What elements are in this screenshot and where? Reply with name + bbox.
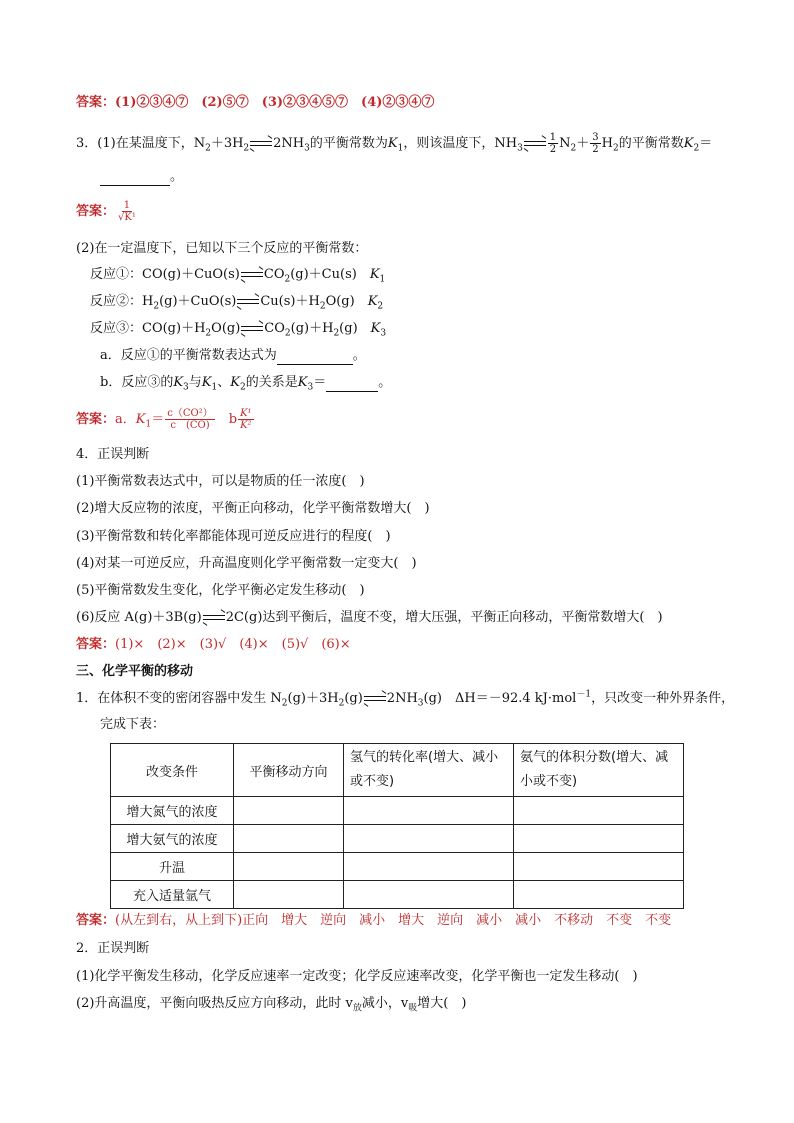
table-cell xyxy=(234,853,344,881)
text: CO xyxy=(264,321,285,336)
text: 。 xyxy=(378,375,392,390)
equilibrium-arrow-icon xyxy=(364,695,386,703)
q4-item-1: (1)平衡常数表达式中，可以是物质的任一浓度( ) xyxy=(76,474,365,489)
text: －1 xyxy=(576,689,592,700)
q4-item-2: (2)增大反应物的浓度，平衡正向移动，化学平衡常数增大( ) xyxy=(76,501,430,516)
s3-question-1-line2: 完成下表： xyxy=(100,717,166,732)
text: 2NH xyxy=(273,136,305,151)
text: (g) xyxy=(339,321,371,336)
text: ，只改变一种外界条件， xyxy=(591,691,735,706)
text: (g)＋CuO(s) xyxy=(159,294,237,309)
text: 吸 xyxy=(408,1003,418,1014)
table-header-cell: 改变条件 xyxy=(111,744,234,797)
answer-fraction-b: $\frac{\text{K¹}}{\text{K²}}$ xyxy=(240,408,252,431)
table-answer xyxy=(76,912,671,930)
q3-blank-line xyxy=(100,168,183,186)
text: 2C(g)达到平衡后，温度不变，增大压强，平衡正向移动，平衡常数增大( ) xyxy=(225,610,663,625)
table-cell xyxy=(514,825,684,853)
text: ＝ xyxy=(313,375,327,390)
text: 、 xyxy=(217,375,231,390)
k-symbol: K xyxy=(387,136,398,151)
table-row xyxy=(111,853,684,881)
equilibrium-arrow-icon xyxy=(237,298,259,306)
answer-prefix: 答案： xyxy=(76,95,116,110)
equilibrium-arrow-icon xyxy=(524,140,546,148)
reaction-3: 反应③：$CO(g)+H_2O(g)$ $CO_2(g)+H_2(g)$ $K_3$ xyxy=(90,321,387,339)
text: O(g) xyxy=(211,321,241,336)
text: ，则该温度下，NH xyxy=(403,136,518,151)
q3-label: 3． xyxy=(76,136,98,151)
answer-blank xyxy=(326,378,378,392)
answer-prefix: 答案： xyxy=(76,637,116,652)
q4-item-5: (5)平衡常数发生变化，化学平衡必定发生移动( ) xyxy=(76,583,365,598)
text: 。 xyxy=(352,348,366,363)
q3-part2: (2)在一定温度下，已知以下三个反应的平衡常数： xyxy=(76,241,368,256)
table-cell xyxy=(344,825,514,853)
answer-text: (1)× (2)× (3)√ (4)× (5)√ (6)× xyxy=(115,637,351,652)
fraction-half: $\frac{1}{2}$ xyxy=(549,132,557,155)
table-cell: 增大氨气的浓度 xyxy=(111,825,234,853)
table-cell xyxy=(344,853,514,881)
text: 反应①：CO(g)＋CuO(s) xyxy=(90,267,240,282)
table-cell: 充入适量氩气 xyxy=(111,881,234,909)
text: CO xyxy=(263,267,285,282)
answer-fraction: $\frac{1}{\text{√K¹}}$ xyxy=(118,200,136,223)
text: (g) xyxy=(344,691,363,706)
answer-blank xyxy=(100,172,170,186)
text: ＝ xyxy=(699,136,713,151)
q3-answer-2: 答案：a．$K_1=$ $\frac{\text{c（CO²）}}{c (CO)}$ b $\frac{\text{K¹}}{\text{K²}}$ xyxy=(76,408,252,431)
table-cell xyxy=(234,825,344,853)
text: O(g) xyxy=(325,294,368,309)
table-header-cell: 氢气的转化率(增大、减小或不变) xyxy=(344,744,514,797)
equilibrium-arrow-icon xyxy=(250,140,272,148)
sub-question-a xyxy=(100,347,366,365)
sub-question-b: b．反应③的$K_3$与$K_1$、$K_2$的关系是$K_3=$ 。 xyxy=(100,375,392,393)
text: N xyxy=(559,136,571,151)
text: (g)＋Cu(s) xyxy=(290,267,370,282)
table-cell xyxy=(514,881,684,909)
text: (2)升高温度，平衡向吸热反应方向移动，此时 v xyxy=(76,996,353,1011)
text: 增大( ) xyxy=(417,996,467,1011)
answer-prefix: 答案： xyxy=(76,913,116,928)
text: 反应②：H xyxy=(90,294,154,309)
text: 1．在体积不变的密闭容器中发生 N xyxy=(76,691,282,706)
text: (g)＋H xyxy=(290,321,334,336)
table-cell xyxy=(514,797,684,825)
equilibrium-arrow-icon xyxy=(241,271,263,279)
answer-blank xyxy=(277,351,353,365)
answer-prefix: 答案： xyxy=(76,412,116,427)
answer-prefix: 答案： xyxy=(76,204,116,219)
text: a．反应①的平衡常数表达式为 xyxy=(100,348,277,363)
text: ＋ xyxy=(576,136,590,151)
answer-fraction-a: $\frac{\text{c（CO²）}}{c (CO)}$ xyxy=(167,408,213,431)
text: 。 xyxy=(170,169,184,184)
text: b．反应③的 xyxy=(100,375,174,390)
q4-title: 4．正误判断 xyxy=(76,447,150,462)
text: 的平衡常数 xyxy=(618,136,684,151)
q3-part1: 3．(1)在某温度下，$N_2+3H_2$ $2NH_3$的平衡常数为$K_1$，则该温度下，$NH_3$ $\frac{1}{2}$ $N_2+$ $\frac{3}{2}$ $H_2$的平衡常数$K_2=$ xyxy=(76,132,713,155)
table-cell: 升温 xyxy=(111,853,234,881)
reaction-1: 反应①：CO(g)＋CuO(s) $CO_2(g)+Cu(s)$ $K_1$ xyxy=(90,267,386,285)
table-row xyxy=(111,825,684,853)
q4-item-4: (4)对某一可逆反应，升高温度则化学平衡常数一定变大( ) xyxy=(76,556,417,571)
answer-line-1 xyxy=(76,94,434,112)
table-row xyxy=(111,881,684,909)
table-row xyxy=(111,797,684,825)
answer-text: (从左到右，从上到下)正向 增大 逆向 减小 增大 逆向 减小 减小 不移动 不变 不变 xyxy=(115,913,672,928)
equilibrium-arrow-icon xyxy=(203,614,225,622)
k-symbol: K xyxy=(370,321,381,336)
text: Cu(s)＋H xyxy=(260,294,320,309)
text: H xyxy=(601,136,614,151)
q3-answer-1 xyxy=(76,200,139,223)
text: 反应③：CO(g)＋H xyxy=(90,321,206,336)
text: 的平衡常数为 xyxy=(309,136,388,151)
table-cell xyxy=(514,853,684,881)
fraction-three-halves: $\frac{3}{2}$ xyxy=(592,132,599,155)
k-symbol: K xyxy=(683,136,694,151)
text: ＋3H xyxy=(210,136,244,151)
q4-item-6 xyxy=(76,609,663,627)
table-header-cell: 平衡移动方向 xyxy=(234,744,344,797)
table-cell xyxy=(234,881,344,909)
text: 的关系是 xyxy=(245,375,298,390)
q4-answer xyxy=(76,636,351,654)
q4-item-3: (3)平衡常数和转化率都能体现可逆反应进行的程度( ) xyxy=(76,529,391,544)
text: a． xyxy=(115,412,136,427)
text: 与 xyxy=(188,375,202,390)
s3-question-2-item-2 xyxy=(76,995,466,1013)
text: b xyxy=(228,412,238,427)
table-header-row xyxy=(111,744,684,797)
text: 减小，v xyxy=(361,996,409,1011)
table-header-cell: 氨气的体积分数(增大、减小或不变) xyxy=(514,744,684,797)
text: (g)＋3H xyxy=(287,691,339,706)
section-3-title: 三、化学平衡的移动 xyxy=(76,664,194,679)
s3-question-1: 1．在体积不变的密闭容器中发生 $N_2(g)+3H_2(g)$ $2NH_3(g)$ ΔH＝－92.4 kJ·mol$^{-1}$，只改变一种外界条件， xyxy=(76,689,735,709)
table-cell: 增大氮气的浓度 xyxy=(111,797,234,825)
answer-text: (1)②③④⑦ (2)⑤⑦ (3)②③④⑤⑦ (4)②③④⑦ xyxy=(115,95,435,110)
text: 放 xyxy=(352,1003,362,1014)
k-symbol: K xyxy=(369,267,380,282)
s3-question-2-title: 2．正误判断 xyxy=(76,941,150,956)
text: ＝ xyxy=(151,412,165,427)
text: 2NH xyxy=(386,691,418,706)
table-cell xyxy=(344,881,514,909)
conditions-table xyxy=(110,743,684,909)
table-cell xyxy=(234,797,344,825)
table-cell xyxy=(344,797,514,825)
k-symbol: K xyxy=(367,294,378,309)
reaction-2: 反应②：$H_2(g)+CuO(s)$ $Cu(s)+H_2O(g)$ $K_2$ xyxy=(90,294,384,312)
text: (g) ΔH＝－92.4 kJ·mol xyxy=(423,691,577,706)
s3-question-2-item-1: (1)化学平衡发生移动，化学反应速率一定改变；化学反应速率改变，化学平衡也一定发生移动( ) xyxy=(76,969,638,984)
equilibrium-arrow-icon xyxy=(241,325,263,333)
text: (1)在某温度下，N xyxy=(97,136,206,151)
text: (6)反应 A(g)＋3B(g) xyxy=(76,610,202,625)
